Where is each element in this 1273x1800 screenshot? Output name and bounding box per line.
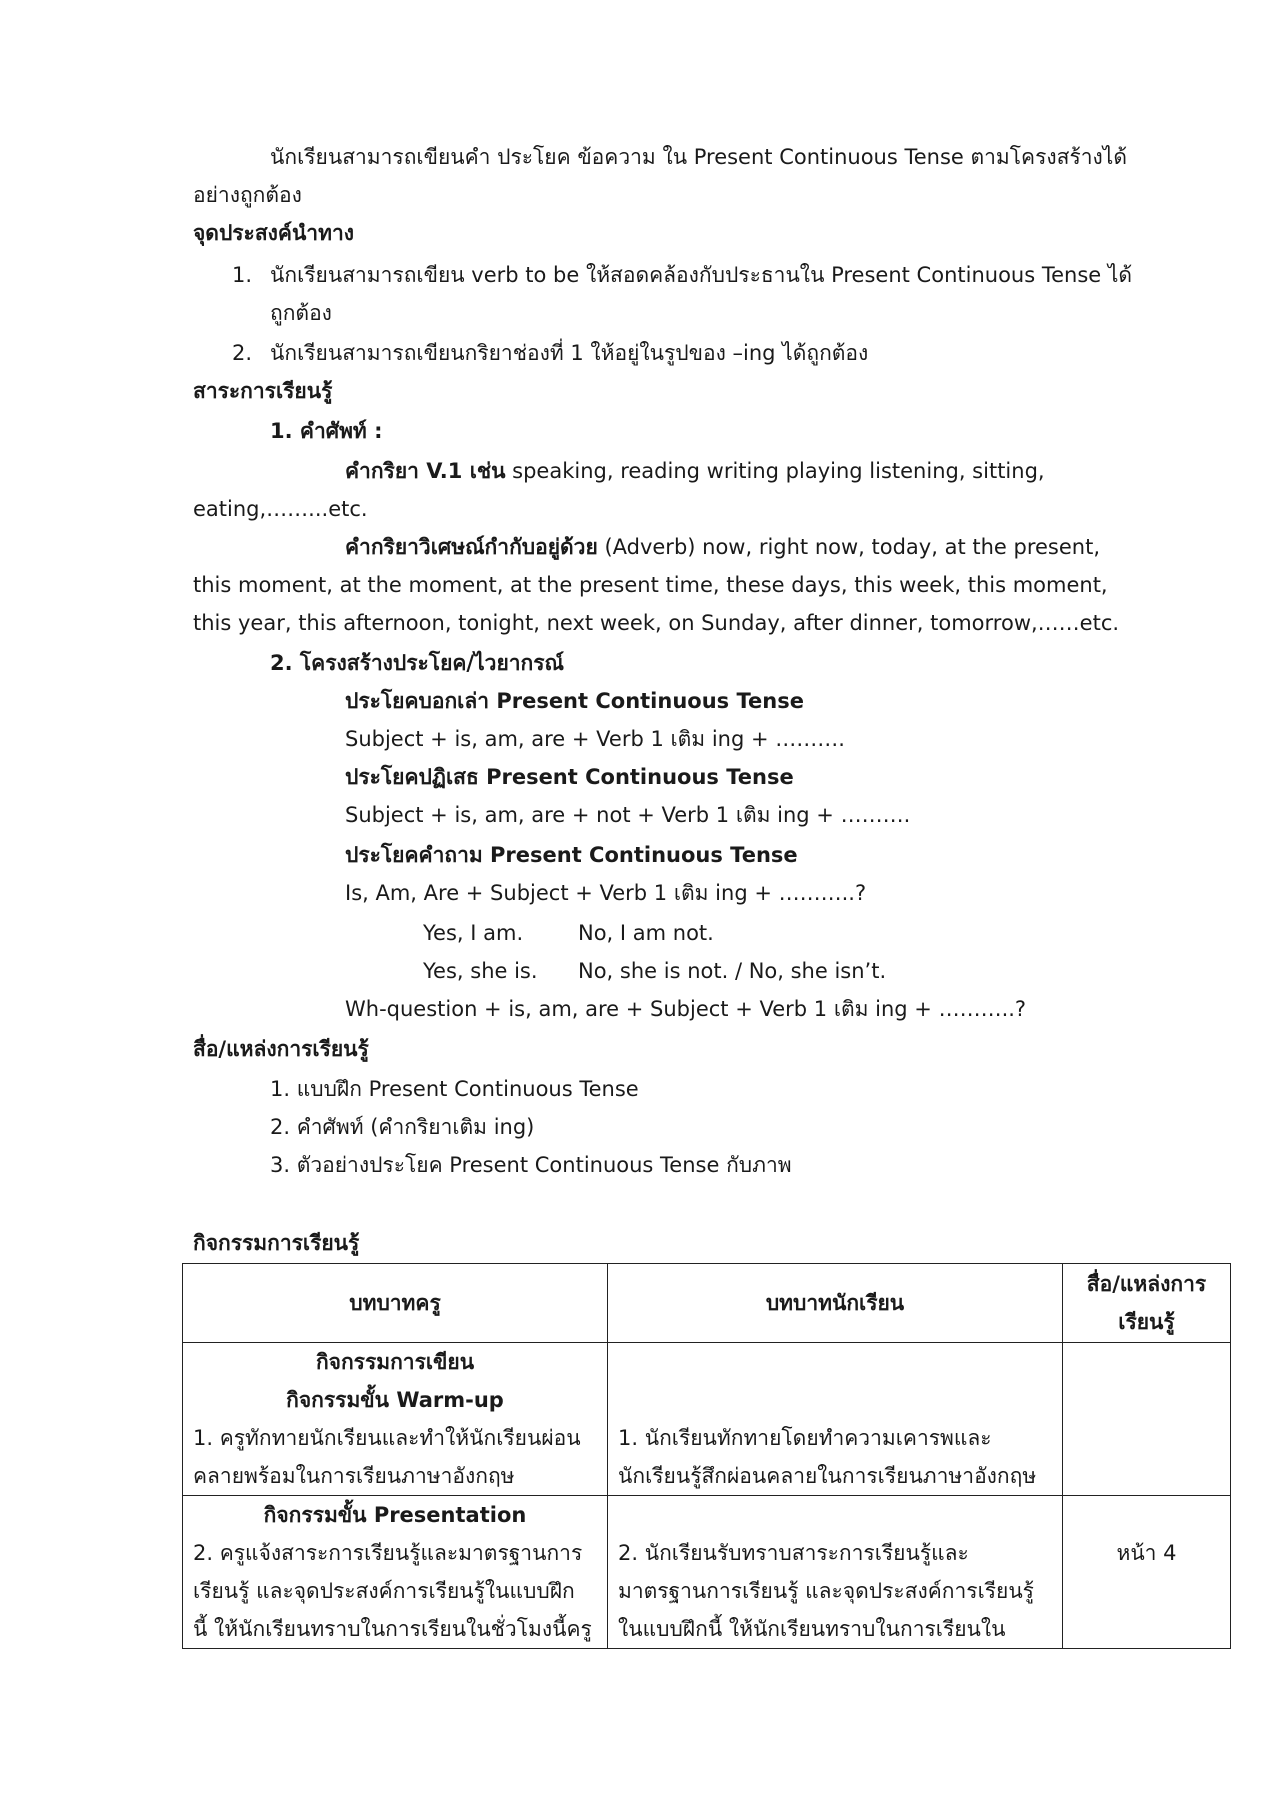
adverb-text: (Adverb) now, right now, today, at the present, (597, 535, 1101, 559)
table-header-row (183, 1264, 1231, 1343)
row1-title-2: กิจกรรมขั้น Warm-up (286, 1388, 504, 1412)
row1-teacher-line-2: คลายพร้อมในการเรียนภาษาอังกฤษ (193, 1464, 515, 1488)
intro-line-2: อย่างถูกต้อง (193, 183, 302, 207)
media-item-3: 3. ตัวอย่างประโยค Present Continuous Tense กับภาพ (270, 1153, 792, 1177)
objective-1-line-2: ถูกต้อง (270, 301, 332, 325)
objective-2-line-1: นักเรียนสามารถเขียนกริยาช่องที่ 1 ให้อยู่ในรูปของ –ing ได้ถูกต้อง (270, 341, 869, 365)
affirmative-formula: Subject + is, am, are + Verb 1 เติม ing + ………. (345, 727, 845, 751)
row1-student-line-2: นักเรียนรู้สึกผ่อนคลายในการเรียนภาษาอังกฤษ (618, 1464, 1037, 1488)
question-heading: ประโยคคำถาม Present Continuous Tense (345, 843, 798, 867)
row2-teacher-line-3: นี้ ให้นักเรียนทราบในการเรียนในชั่วโมงนี้ครู (193, 1617, 592, 1641)
media-item-2: 2. คำศัพท์ (คำกริยาเติม ing) (270, 1115, 535, 1139)
answer-yes-2: Yes, she is. (423, 959, 538, 983)
answer-no-1: No, I am not. (578, 921, 714, 945)
answer-no-2: No, she is not. / No, she isn’t. (578, 959, 887, 983)
wh-question-formula: Wh-question + is, am, are + Subject + Verb 1 เติม ing + ………..? (345, 997, 1027, 1021)
row1-title-1: กิจกรรมการเขียน (315, 1350, 475, 1374)
row2-media-cell (1063, 1496, 1231, 1649)
media-item-1: 1. แบบฝึก Present Continuous Tense (270, 1077, 639, 1101)
row1-student-line-1: 1. นักเรียนทักทายโดยทำความเคารพและ (618, 1426, 992, 1450)
row2-student-line-1: 2. นักเรียนรับทราบสาระการเรียนรู้และ (618, 1541, 969, 1565)
adverb-examples (345, 528, 1100, 566)
row1-teacher-line-1: 1. ครูทักทายนักเรียนและทำให้นักเรียนผ่อน (193, 1426, 581, 1450)
objectives-heading: จุดประสงค์นำทาง (193, 221, 354, 245)
row2-teacher-cell (183, 1496, 608, 1649)
question-formula: Is, Am, Are + Subject + Verb 1 เติม ing + ………..? (345, 881, 867, 905)
objective-2-number: 2. (232, 341, 253, 365)
header-media (1063, 1264, 1231, 1343)
structure-heading: 2. โครงสร้างประโยค/ไวยากรณ์ (270, 651, 565, 675)
adverb-line-3: this year, this afternoon, tonight, next week, on Sunday, after dinner, tomorrow,……etc. (193, 611, 1120, 635)
row2-student-cell (608, 1496, 1063, 1649)
intro-line-1: นักเรียนสามารถเขียนคำ ประโยค ข้อความ ใน Present Continuous Tense ตามโครงสร้างได้ (270, 145, 1127, 169)
row2-title: กิจกรรมขั้น Presentation (263, 1503, 527, 1527)
row1-teacher-cell (183, 1343, 608, 1496)
header-media-line-2: เรียนรู้ (1118, 1310, 1175, 1334)
row2-teacher-line-2: เรียนรู้ และจุดประสงค์การเรียนรู้ในแบบฝึก (193, 1579, 575, 1603)
row2-teacher-line-1: 2. ครูแจ้งสาระการเรียนรู้และมาตรฐานการ (193, 1541, 583, 1565)
header-teacher-role: บทบาทครู (183, 1264, 608, 1343)
objective-1-line-1: นักเรียนสามารถเขียน verb to be ให้สอดคล้องกับประธานใน Present Continuous Tense ได้ (270, 263, 1133, 287)
row1-student-cell (608, 1343, 1063, 1496)
vocab-heading: 1. คำศัพท์ : (270, 419, 383, 443)
negative-heading: ประโยคปฏิเสธ Present Continuous Tense (345, 765, 794, 789)
verb-label: คำกริยา V.1 เช่น (345, 459, 506, 483)
verb-continuation: eating,……...etc. (193, 497, 368, 521)
table-row (183, 1496, 1231, 1649)
media-heading: สื่อ/แหล่งการเรียนรู้ (193, 1037, 369, 1061)
row2-student-line-3: ในแบบฝึกนี้ ให้นักเรียนทราบในการเรียนใน (618, 1617, 1006, 1641)
adverb-label: คำกริยาวิเศษณ์กำกับอยู่ด้วย (345, 535, 598, 559)
header-student-role: บทบาทนักเรียน (608, 1264, 1063, 1343)
content-heading: สาระการเรียนรู้ (193, 379, 333, 403)
objective-1-number: 1. (232, 263, 253, 287)
table-row (183, 1343, 1231, 1496)
header-media-line-1: สื่อ/แหล่งการ (1086, 1272, 1207, 1296)
negative-formula: Subject + is, am, are + not + Verb 1 เติม ing + ………. (345, 803, 911, 827)
row2-media-page: หน้า 4 (1116, 1541, 1177, 1565)
verb-examples (345, 452, 1045, 490)
activities-table (182, 1263, 1231, 1649)
answer-yes-1: Yes, I am. (423, 921, 524, 945)
row2-student-line-2: มาตรฐานการเรียนรู้ และจุดประสงค์การเรียนรู้ (618, 1579, 1034, 1603)
row1-media-cell (1063, 1343, 1231, 1496)
activities-heading: กิจกรรมการเรียนรู้ (193, 1231, 360, 1255)
adverb-line-2: this moment, at the moment, at the present time, these days, this week, this moment, (193, 573, 1108, 597)
verb-text: speaking, reading writing playing listening, sitting, (505, 459, 1045, 483)
affirmative-heading: ประโยคบอกเล่า Present Continuous Tense (345, 689, 804, 713)
